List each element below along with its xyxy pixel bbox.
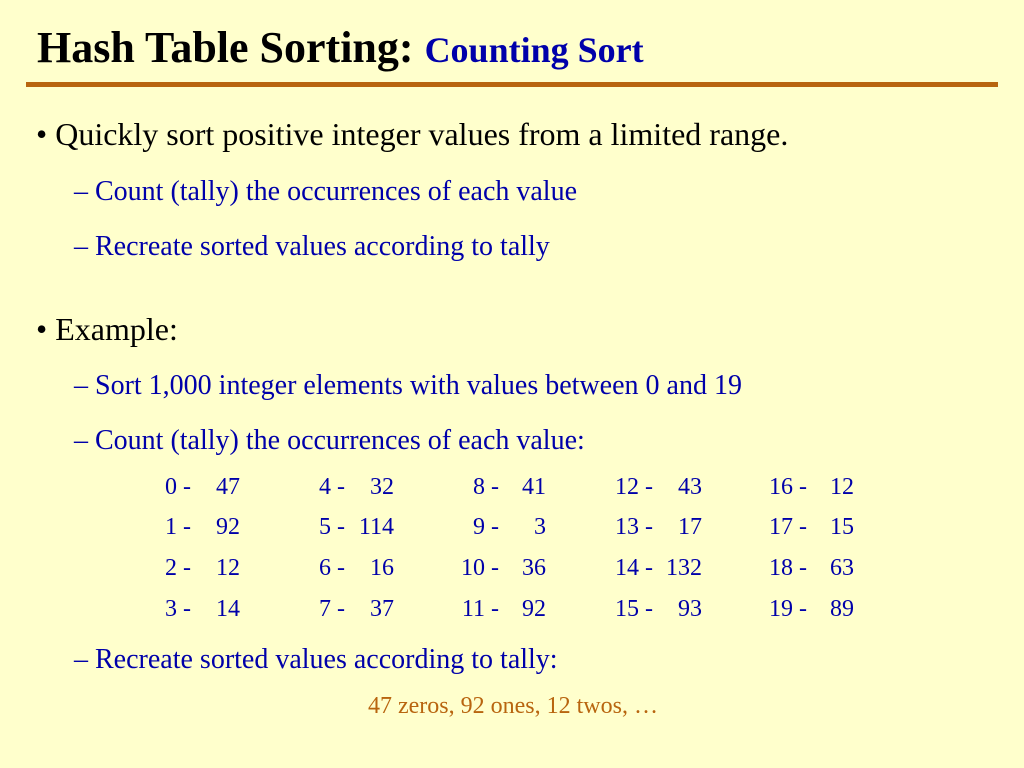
sub-bullet-1-1: – Count (tally) the occurrences of each value (74, 176, 578, 207)
sub-bullet-1-2: – Recreate sorted values according to tally (74, 231, 550, 262)
title-main: Hash Table Sorting: (37, 23, 414, 72)
sub-bullet-2-3: – Recreate sorted values according to tally: (74, 644, 558, 675)
sub-bullet-2-2: – Count (tally) the occurrences of each value: (74, 425, 585, 456)
slide-title (37, 23, 644, 72)
title-sub: Counting Sort (424, 30, 644, 70)
sub-bullet-2-1: – Sort 1,000 integer elements with values between 0 and 19 (74, 370, 742, 401)
result-text: 47 zeros, 92 ones, 12 twos, … (368, 693, 658, 719)
bullet-2: • Example: (36, 311, 178, 347)
title-divider (26, 82, 998, 87)
bullet-1: • Quickly sort positive integer values from a limited range. (36, 116, 789, 152)
